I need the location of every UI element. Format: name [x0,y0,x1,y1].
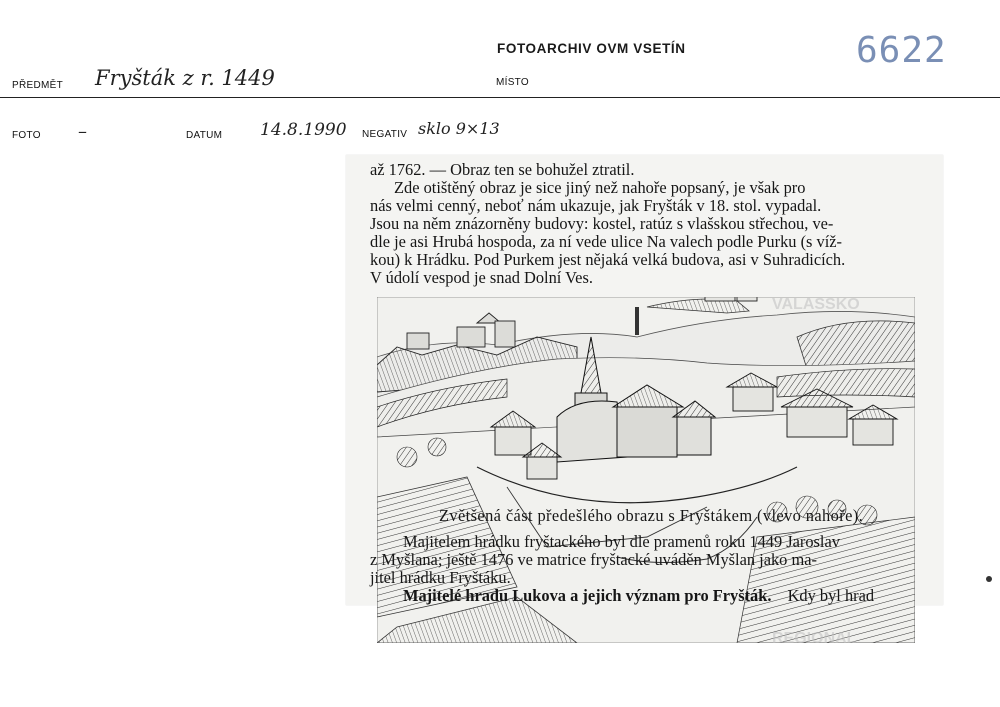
text-line-2: Zde otištěný obraz je sice jiný než nahoře popsaný, je však pro [394,178,806,197]
edge-mark [986,576,992,582]
text-line-1: až 1762. — Obraz ten se bohužel ztratil. [370,160,635,179]
text-line-4: Jsou na něm znázorněny budovy: kostel, ratúz s vlašskou střechou, ve- [370,214,834,233]
negative-value: sklo 9×13 [418,119,500,138]
card-number-stamp: 6622 [856,30,947,71]
text-line-7: V údolí vespod je snad Dolní Ves. [370,268,593,287]
text-line-6: kou) k Hrádku. Pod Purkem jest nějaká velká budova, asi v Suhradicích. [370,250,846,269]
section-heading-row [403,587,874,605]
castle-drawing [705,297,757,301]
subject-value: Fryšták z r. 1449 [95,66,275,90]
text-line-9: z Myšlana; ještě 1476 ve matrice fryštacké uváděn Myšlan jako ma- [370,550,817,569]
text-line-8: Majitelem hrádku fryštackého byl dle pramenů roku 1449 Jaroslav [403,532,840,551]
foto-value: – [78,121,87,142]
watermark-top: VALAŠSKO [772,297,860,313]
image-caption: Zvětšená část předešlého obrazu s Fryštákem (vlevo nahoře). [439,506,864,525]
foto-label: FOTO [12,130,41,141]
text-line-5: dle je asi Hrubá hospoda, za ní vede ulice Na valech podle Purku (s víž- [370,232,842,251]
section-heading: Majitelé hradu Lukova a jejich význam pro Fryšták. [403,586,772,605]
header-rule [0,97,1000,98]
place-label: MÍSTO [496,77,529,88]
section-heading-tail: Kdy byl hrad [787,586,875,605]
text-line-10: jitel hrádku Fryštáku. [370,568,511,587]
archive-title: FOTOARCHIV OVM VSETÍN [497,41,686,56]
text-line-3: nás velmi cenný, neboť nám ukazuje, jak Fryšták v 18. stol. vypadal. [370,196,822,215]
date-label: DATUM [186,130,223,141]
date-value: 14.8.1990 [260,120,347,140]
newspaper-clipping [346,155,943,643]
chimney-drawing [635,307,639,335]
subject-label: PŘEDMĚT [12,80,63,91]
watermark-bottom: REGIONAL [772,630,857,643]
negative-label: NEGATIV [362,129,408,140]
